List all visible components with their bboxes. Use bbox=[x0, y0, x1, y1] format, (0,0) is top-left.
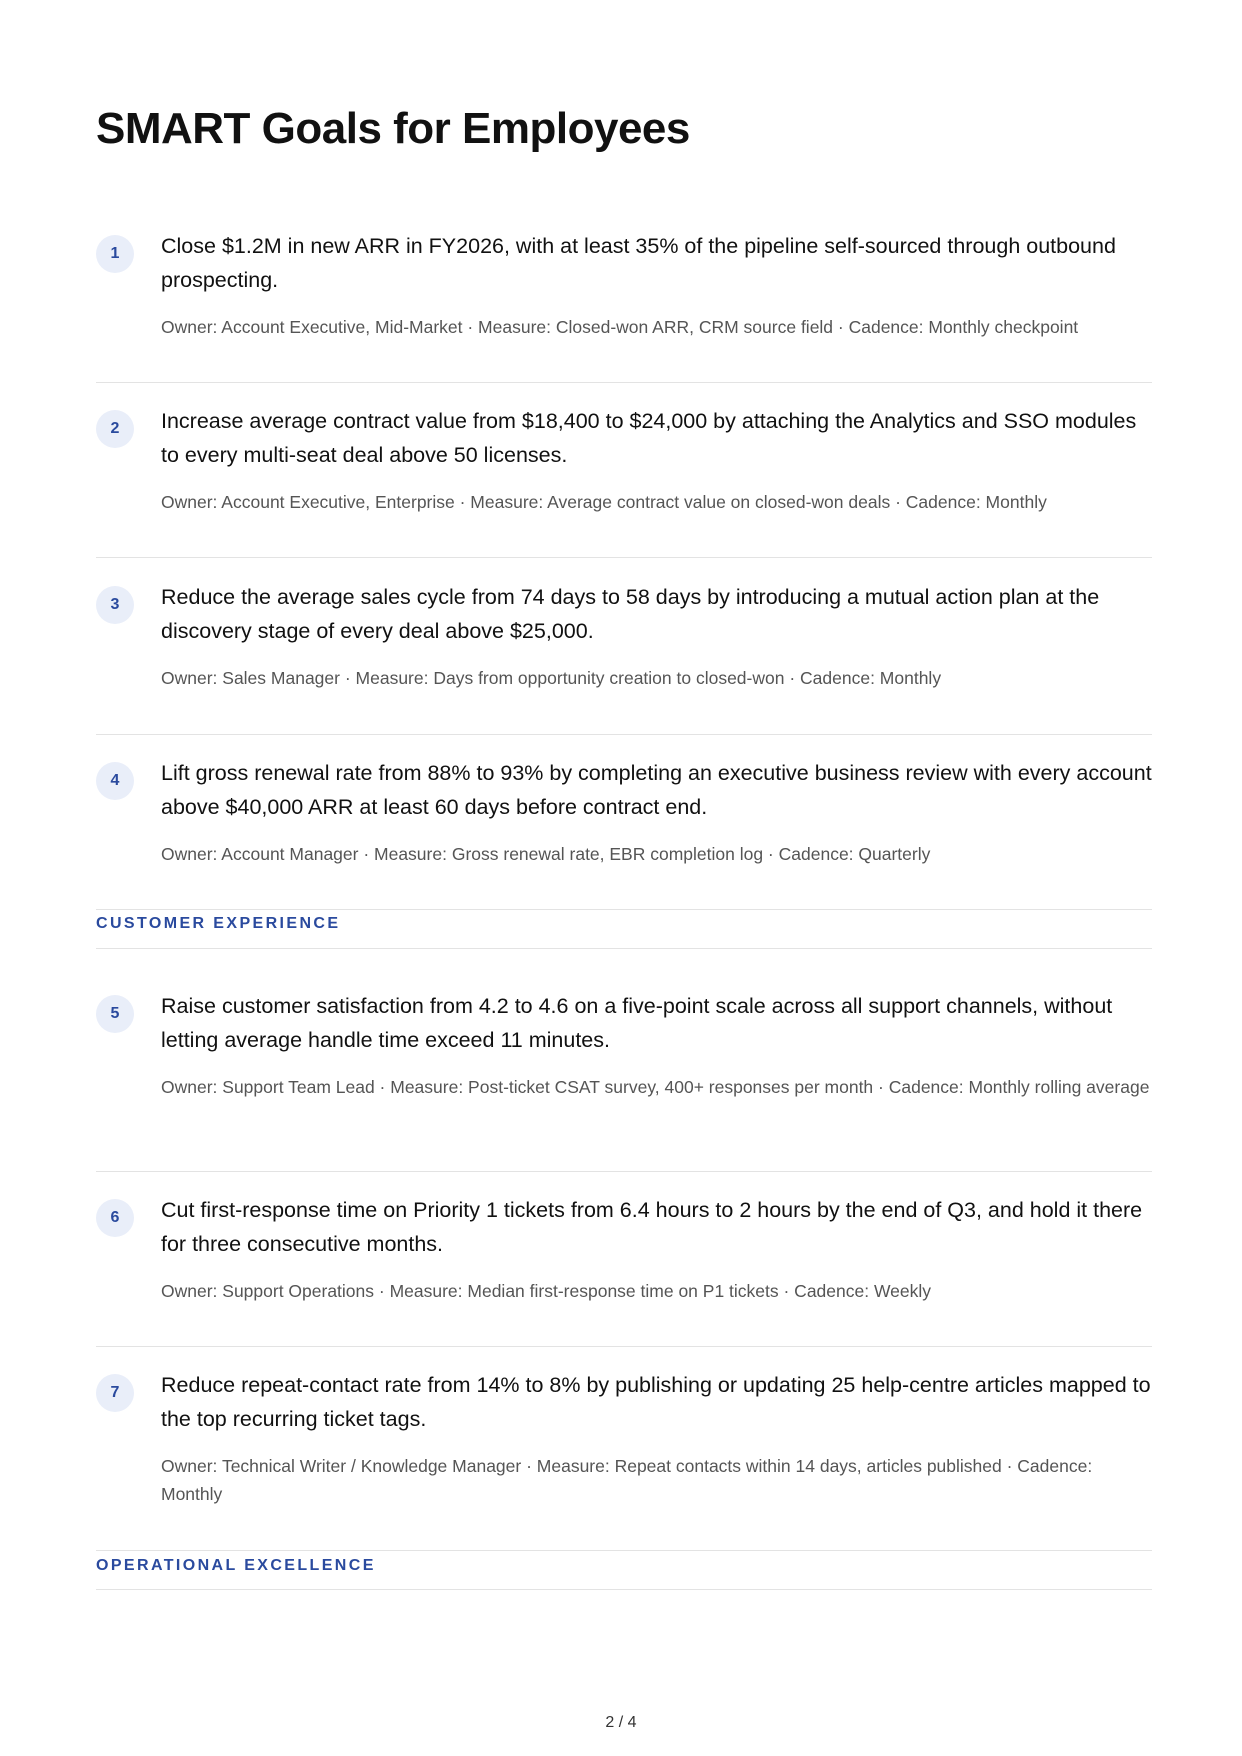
divider bbox=[96, 734, 1152, 735]
page-number: 2 / 4 bbox=[605, 1714, 637, 1731]
goal-number-badge: 7 bbox=[96, 1374, 134, 1412]
goal-meta: Owner: Technical Writer / Knowledge Manager · Measure: Repeat contacts within 14 days, articles published · Cadence: Monthly bbox=[161, 1456, 1093, 1504]
goal-statement: Reduce the average sales cycle from 74 days to 58 days by introducing a mutual action plan at the discovery stage of every deal above $25,000. bbox=[161, 585, 1100, 643]
goal-meta: Owner: Account Executive, Enterprise · Measure: Average contract value on closed-won deals · Cadence: Monthly bbox=[161, 492, 1047, 512]
goal-meta: Owner: Account Executive, Mid-Market · Measure: Closed-won ARR, CRM source field · Cadence: Monthly checkpoint bbox=[161, 317, 1079, 337]
goal-meta: Owner: Account Manager · Measure: Gross renewal rate, EBR completion log · Cadence: Quarterly bbox=[161, 844, 931, 864]
divider bbox=[96, 557, 1152, 558]
divider bbox=[96, 1346, 1152, 1347]
goal-meta: Owner: Sales Manager · Measure: Days from opportunity creation to closed-won · Cadence: Monthly bbox=[161, 668, 942, 688]
divider bbox=[96, 382, 1152, 383]
divider bbox=[96, 909, 1152, 910]
section-heading-customer-experience: CUSTOMER EXPERIENCE bbox=[96, 915, 341, 932]
goal-statement: Increase average contract value from $18,400 to $24,000 by attaching the Analytics and SSO modules to every multi-seat deal above 50 licenses. bbox=[161, 409, 1137, 467]
goal-number-badge: 5 bbox=[96, 995, 134, 1033]
page-title: SMART Goals for Employees bbox=[96, 104, 690, 153]
goal-number-badge: 3 bbox=[96, 586, 134, 624]
divider bbox=[96, 1589, 1152, 1590]
divider bbox=[96, 1171, 1152, 1172]
goal-meta: Owner: Support Team Lead · Measure: Post-ticket CSAT survey, 400+ responses per month · Cadence: Monthly rolling average bbox=[161, 1077, 1150, 1097]
goal-meta: Owner: Support Operations · Measure: Median first-response time on P1 tickets · Cadence: Weekly bbox=[161, 1281, 932, 1301]
goal-statement: Close $1.2M in new ARR in FY2026, with at least 35% of the pipeline self-sourced through outbound prospecting. bbox=[161, 234, 1116, 292]
goal-statement: Cut first-response time on Priority 1 tickets from 6.4 hours to 2 hours by the end of Q3, and hold it there for three consecutive months. bbox=[161, 1198, 1143, 1256]
goal-number-badge: 2 bbox=[96, 410, 134, 448]
divider bbox=[96, 948, 1152, 949]
divider bbox=[96, 1550, 1152, 1551]
goal-statement: Reduce repeat-contact rate from 14% to 8% by publishing or updating 25 help-centre articles mapped to the top recurring ticket tags. bbox=[161, 1373, 1151, 1431]
goal-number-badge: 4 bbox=[96, 762, 134, 800]
section-heading-operational-excellence: OPERATIONAL EXCELLENCE bbox=[96, 1557, 376, 1574]
goal-statement: Raise customer satisfaction from 4.2 to 4.6 on a five-point scale across all support channels, without letting average handle time exceed 11 minutes. bbox=[161, 994, 1113, 1052]
goal-number-badge: 1 bbox=[96, 235, 134, 273]
goal-number-badge: 6 bbox=[96, 1199, 134, 1237]
goal-statement: Lift gross renewal rate from 88% to 93% by completing an executive business review with every account above $40,000 ARR at least 60 days before contract end. bbox=[161, 761, 1152, 819]
